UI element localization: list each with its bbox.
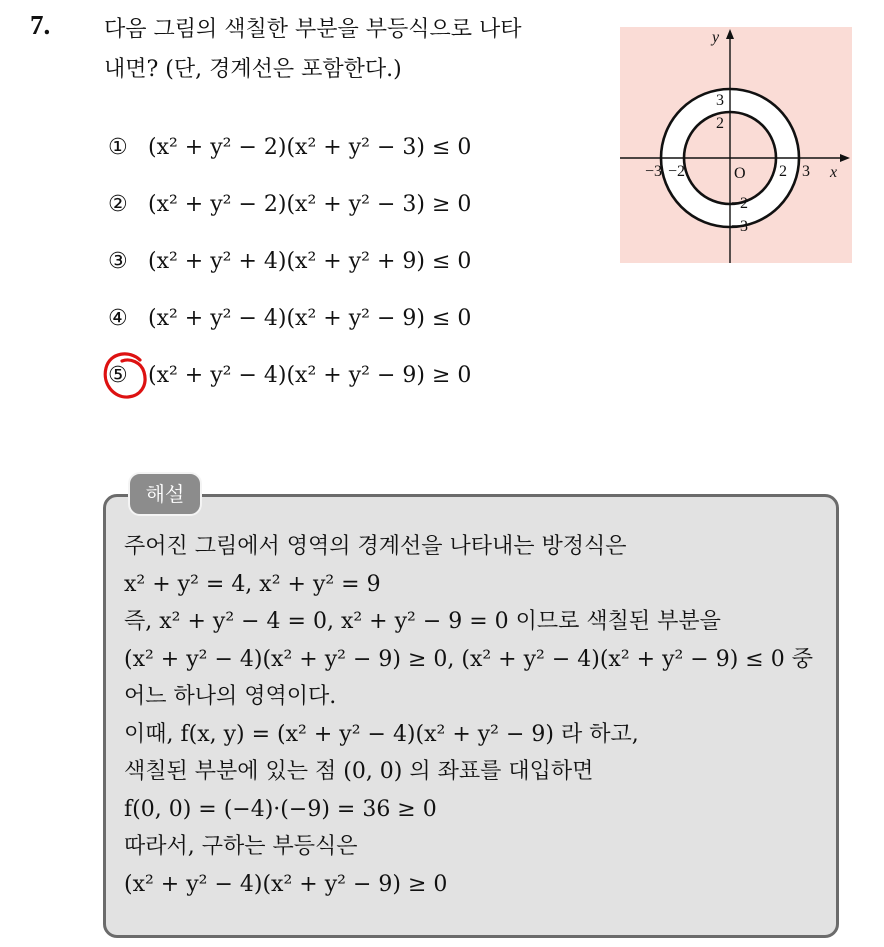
solution-text	[124, 528, 844, 903]
solution-line: 이때, f(x, y) = (x² + y² − 4)(x² + y² − 9) 라 하고,	[124, 721, 639, 747]
y-axis-label: y	[712, 29, 720, 46]
question-text: 다음 그림의 색칠한 부분을 부등식으로 나타 내면? (단, 경계선은 포함한다.)	[104, 17, 522, 82]
choice-number: ③	[108, 249, 128, 274]
y-tick-label: 2	[716, 115, 724, 132]
answer-circle-mark	[100, 348, 152, 404]
choice-5[interactable]	[108, 356, 471, 413]
x-tick-label: −2	[668, 163, 686, 180]
solution-line: 즉, x² + y² − 4 = 0, x² + y² − 9 = 0 이므로 색칠된 부분을	[124, 609, 721, 634]
y-tick-label: −3	[731, 218, 749, 235]
y-tick-label: 3	[716, 92, 724, 109]
choice-expression: (x² + y² − 2)(x² + y² − 3) ≥ 0	[148, 192, 472, 217]
choice-number: ②	[108, 192, 128, 217]
solution-line: (x² + y² − 4)(x² + y² − 9) ≥ 0	[124, 871, 448, 897]
choice-number: ④	[108, 306, 128, 331]
y-tick-label: −2	[731, 195, 749, 212]
graph-figure	[620, 27, 852, 263]
choice-expression: (x² + y² − 2)(x² + y² − 3) ≤ 0	[148, 135, 472, 160]
choice-1[interactable]	[108, 128, 471, 185]
x-tick-label: 3	[802, 163, 810, 180]
choice-3[interactable]	[108, 242, 471, 299]
solution-line: x² + y² = 4, x² + y² = 9	[124, 571, 381, 597]
solution-line: 따라서, 구하는 부등식은	[124, 834, 358, 859]
choice-4[interactable]	[108, 299, 471, 356]
choice-2[interactable]	[108, 185, 471, 242]
question-number: 7.	[30, 10, 51, 40]
solution-tag: 해설	[128, 472, 202, 516]
choice-list	[108, 128, 471, 413]
solution-line: 색칠된 부분에 있는 점 (0, 0) 의 좌표를 대입하면	[124, 759, 594, 784]
x-axis-label: x	[830, 164, 838, 181]
x-tick-label: 2	[779, 163, 787, 180]
solution-line: f(0, 0) = (−4)·(−9) = 36 ≥ 0	[124, 796, 437, 822]
choice-expression: (x² + y² − 4)(x² + y² − 9) ≥ 0	[148, 363, 472, 388]
solution-line: (x² + y² − 4)(x² + y² − 9) ≥ 0, (x² + y² − 4)(x² + y² − 9) ≤ 0 중	[124, 646, 813, 672]
choice-number: ①	[108, 135, 128, 160]
choice-expression: (x² + y² + 4)(x² + y² + 9) ≤ 0	[148, 249, 472, 274]
solution-line: 주어진 그림에서 영역의 경계선을 나타내는 방정식은	[124, 534, 627, 559]
x-tick-label: −3	[645, 163, 663, 180]
solution-line: 어느 하나의 영역이다.	[124, 684, 337, 709]
graph-svg	[620, 27, 852, 263]
choice-expression: (x² + y² − 4)(x² + y² − 9) ≤ 0	[148, 306, 472, 331]
choice-number: ⑤	[108, 363, 128, 388]
origin-label: O	[734, 165, 746, 182]
